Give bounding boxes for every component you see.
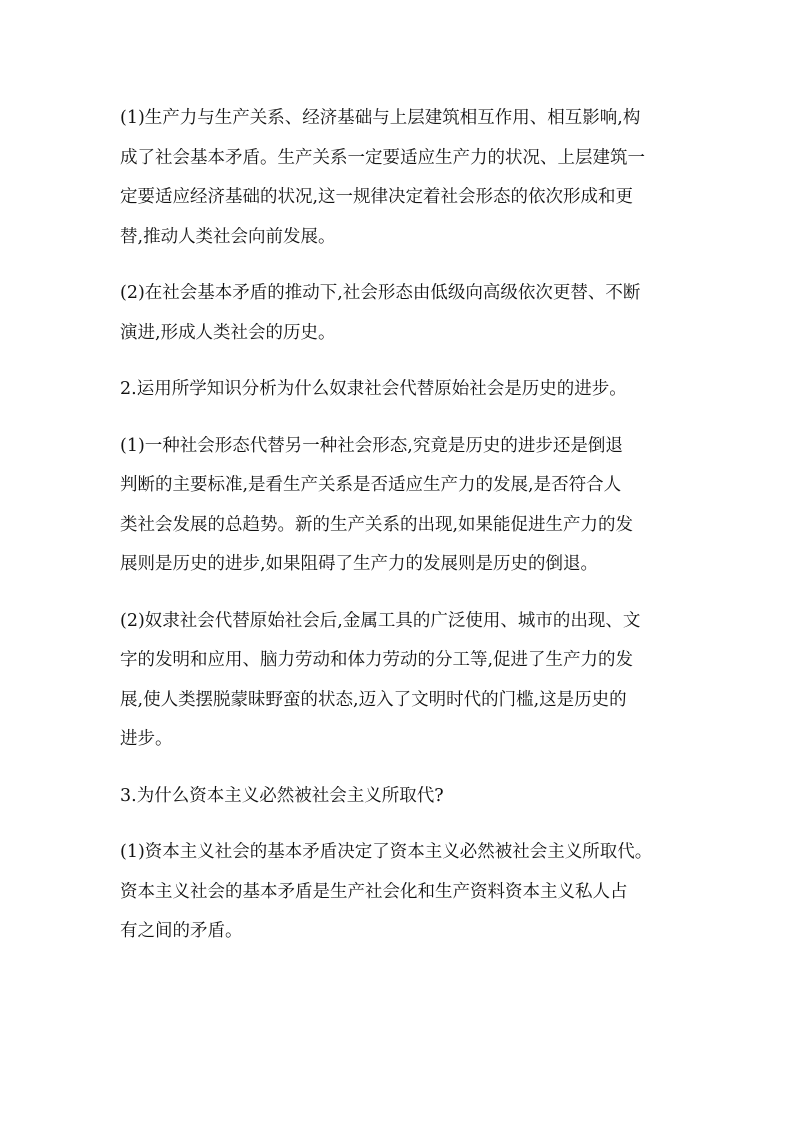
text-line: 有之间的矛盾。 [120,921,243,941]
paragraph-slavery-progress [120,602,700,760]
text-line: (1)资本主义社会的基本矛盾决定了资本主义必然被社会主义所取代。 [120,842,653,862]
text-line: (2)在社会基本矛盾的推动下,社会形态由低级向高级依次更替、不断 [120,283,641,303]
text-line: 字的发明和应用、脑力劳动和体力劳动的分工等,促进了生产力的发 [120,650,634,670]
paragraph-basic-contradiction [120,99,700,257]
question-heading-3 [120,777,700,817]
text-line: 资本主义社会的基本矛盾是生产社会化和生产资料资本主义私人占 [120,881,628,902]
question-heading-2 [120,370,700,410]
question-text: 3.为什么资本主义必然被社会主义所取代? [120,785,444,806]
text-line: 展,使人类摆脱蒙昧野蛮的状态,迈入了文明时代的门槛,这是历史的 [120,689,627,710]
paragraph-spacer [120,353,700,370]
text-line: 替,推动人类社会向前发展。 [120,226,336,247]
text-line: (1)生产力与生产关系、经济基础与上层建筑相互作用、相互影响,构 [120,108,641,128]
document-body [120,99,700,952]
question-text: 2.运用所学知识分析为什么奴隶社会代替原始社会是历史的进步。 [120,379,627,399]
text-line: 类社会发展的总趋势。新的生产关系的出现,如果能促进生产力的发 [120,514,634,535]
text-line: 定要适应经济基础的状况,这一规律决定着社会形态的依次形成和更 [120,187,634,207]
paragraph-spacer [120,585,700,602]
paragraph-spacer [120,257,700,274]
paragraph-capitalism-contradiction [120,833,700,952]
paragraph-spacer [120,760,700,777]
paragraph-spacer [120,410,700,427]
paragraph-progress-criteria [120,427,700,585]
text-line: 进步。 [120,729,173,749]
text-line: (2)奴隶社会代替原始社会后,金属工具的广泛使用、城市的出现、文 [120,610,641,631]
paragraph-social-forms [120,274,700,353]
paragraph-spacer [120,816,700,833]
text-line: 判断的主要标准,是看生产关系是否适应生产力的发展,是否符合人 [120,475,622,495]
text-line: 演进,形成人类社会的历史。 [120,322,336,343]
text-line: (1)一种社会形态代替另一种社会形态,究竟是历史的进步还是倒退 [120,435,623,456]
text-line: 成了社会基本矛盾。生产关系一定要适应生产力的状况、上层建筑一 [120,147,645,168]
text-line: 展则是历史的进步,如果阻碍了生产力的发展则是历史的倒退。 [120,554,599,574]
